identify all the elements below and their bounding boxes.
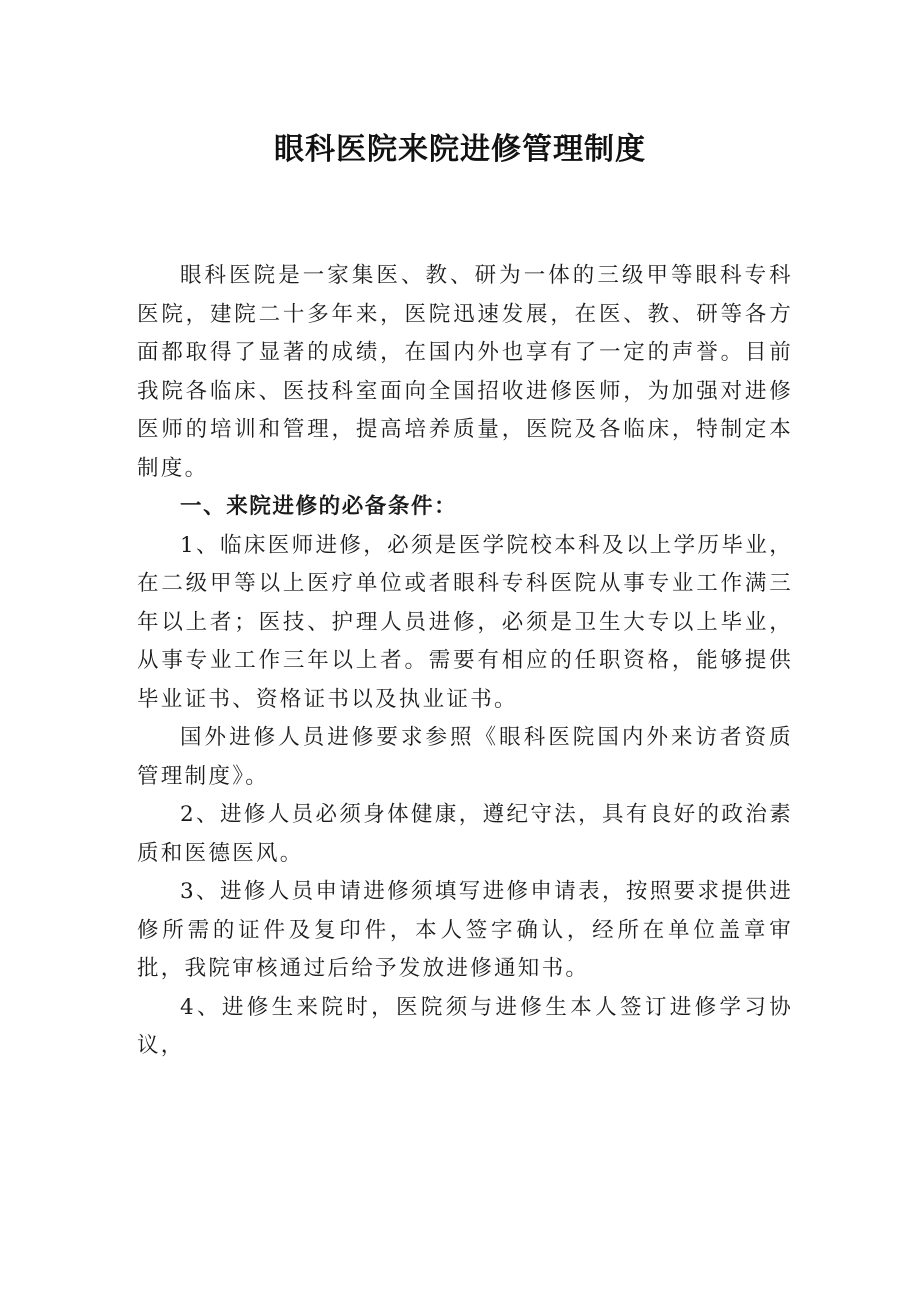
requirement-paragraph-3: 3、进修人员申请进修须填写进修申请表，按照要求提供进修所需的证件及复印件，本人签字确认，经所在单位盖章审批，我院审核通过后给予发放进修通知书。 (137, 879, 793, 981)
requirement-paragraph-4: 4、进修生来院时，医院须与进修生本人签订进修学习协议， (137, 994, 793, 1058)
document-title: 眼科医院来院进修管理制度 (274, 132, 646, 167)
requirement-paragraph-1: 1、临床医师进修，必须是医学院校本科及以上学历毕业，在二级甲等以上医疗单位或者眼科专科医院从事专业工作满三年以上者；医技、护理人员进修，必须是卫生大专以上毕业，从事专业工作三年以上者。需要有相应的任职资格，能够提供毕业证书、资格证书以及执业证书。 (137, 532, 793, 712)
foreign-trainee-paragraph: 国外进修人员进修要求参照《眼科医院国内外来访者资质管理制度》。 (137, 725, 793, 789)
requirement-paragraph-2: 2、进修人员必须身体健康，遵纪守法，具有良好的政治素质和医德医风。 (137, 802, 793, 866)
document-body (137, 257, 793, 1066)
intro-paragraph: 眼科医院是一家集医、教、研为一体的三级甲等眼科专科医院，建院二十多年来，医院迅速发展，在医、教、研等各方面都取得了显著的成绩，在国内外也享有了一定的声誉。目前我院各临床、医技科室面向全国招收进修医师，为加强对进修医师的培训和管理，提高培养质量，医院及各临床，特制定本制度。 (137, 263, 793, 481)
section-heading: 一、来院进修的必备条件： (180, 494, 458, 519)
